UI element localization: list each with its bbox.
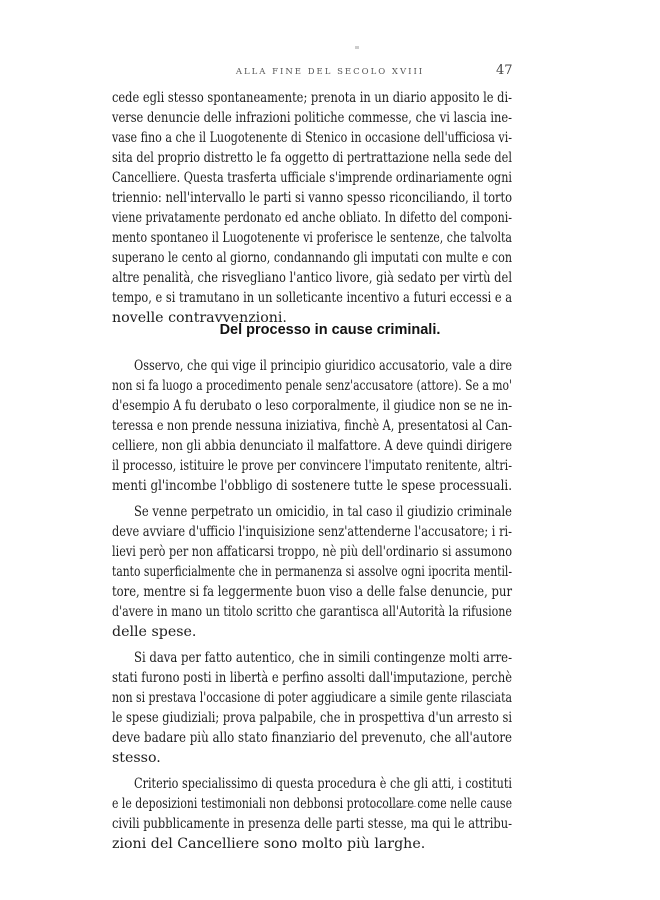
- page-number: 47: [496, 63, 513, 78]
- paragraph-5-line: civili pubblicamente in presenza delle parti stesse, ma qui le attribu-: [112, 816, 512, 832]
- paragraph-4-line: non si prestava l'occasione di poter aggiudicare a simile gente rilasciata: [112, 690, 512, 706]
- paragraph-1-line: novelle contravvenzioni.: [112, 310, 287, 326]
- paragraph-1-line: triennio: nell'intervallo le parti si vanno spesso riconciliando, il torto: [112, 190, 512, 206]
- paragraph-2-line: il processo, istituire le prove per convincere l'imputato renitente, altri-: [112, 458, 512, 474]
- paragraph-2-line: Osservo, che qui vige il principio giuridico accusatorio, vale a dire: [134, 358, 512, 374]
- paragraph-2-line: teressa e non prende nessuna iniziativa, finchè A, presentatosi al Can-: [112, 418, 512, 434]
- paragraph-1-line: sita del proprio distretto le fa oggetto di pertrattazione nella sede del: [112, 150, 512, 166]
- paragraph-4-line: le spese giudiziali; prova palpabile, che in prospettiva d'un arresto si: [112, 710, 512, 726]
- paragraph-1-line: vase fino a che il Luogotenente di Stenico in occasione dell'ufficiosa vi-: [112, 130, 512, 146]
- paragraph-4-line: deve badare più allo stato finanziario del prevenuto, che all'autore: [112, 730, 512, 746]
- paragraph-3-line: lievi però per non affaticarsi troppo, nè più dell'ordinario si assumono: [112, 544, 512, 560]
- paragraph-5-line: Criterio specialissimo di questa procedura è che gli atti, i costituti: [134, 776, 512, 792]
- paragraph-1-line: superano le cento al giorno, condannando gli imputati con multe e con: [112, 250, 512, 266]
- paragraph-1-line: viene privatamente perdonato ed anche obliato. In difetto del componi-: [112, 210, 512, 226]
- paragraph-2-line: d'esempio A fu derubato o leso corporalmente, il giudice non se ne in-: [112, 398, 512, 414]
- paragraph-2-line: non si fa luogo a procedimento penale senz'accusatore (attore). Se a mo': [112, 378, 512, 394]
- paragraph-1-line: Cancelliere. Questa trasferta ufficiale s'imprende ordinariamente ogni: [112, 170, 512, 186]
- paragraph-2-line: celliere, non gli abbia denunciato il malfattore. A deve quindi dirigere: [112, 438, 512, 454]
- running-title: ALLA FINE DEL SECOLO XVIII: [235, 67, 425, 77]
- paragraph-4-line: stesso.: [112, 750, 161, 766]
- paragraph-1-line: mento spontaneo il Luogotenente vi proferisce le sentenze, che talvolta: [112, 230, 512, 246]
- paragraph-3-line: deve avviare d'ufficio l'inquisizione senz'attenderne l'accusatore; i ri-: [112, 524, 512, 540]
- end-rule: [372, 806, 416, 807]
- paragraph-4-line: Si dava per fatto autentico, che in simili contingenze molti arre-: [134, 650, 512, 666]
- paragraph-1-line: cede egli stesso spontaneamente; prenota in un diario apposito le di-: [112, 90, 512, 106]
- section-heading: Del processo in cause criminali.: [219, 322, 441, 338]
- paragraph-1-line: tempo, e si tramutano in un solleticante incentivo a futuri eccessi e a: [112, 290, 512, 306]
- page-blemish: [355, 46, 359, 49]
- paragraph-3-line: tanto superficialmente che in permanenza si assolve ogni ipocrita mentil-: [112, 564, 512, 580]
- paragraph-3-line: Se venne perpetrato un omicidio, in tal caso il giudizio criminale: [134, 504, 512, 520]
- paragraph-3-line: d'avere in mano un titolo scritto che garantisca all'Autorità la rifusione: [112, 604, 512, 620]
- paragraph-3-line: delle spese.: [112, 624, 197, 640]
- paragraph-1-line: verse denuncie delle infrazioni politiche commesse, che vi lascia ine-: [112, 110, 512, 126]
- paragraph-5-line: zioni del Cancelliere sono molto più larghe.: [112, 836, 426, 852]
- paragraph-1-line: altre penalità, che risvegliano l'antico livore, già sedato per virtù del: [112, 270, 512, 286]
- paragraph-4-line: stati furono posti in libertà e perfino assolti dall'imputazione, perchè: [112, 670, 512, 686]
- paragraph-5-line: e le deposizioni testimoniali non debbonsi protocollare come nelle cause: [112, 796, 512, 812]
- paragraph-2-line: menti gl'incombe l'obbligo di sostenere tutte le spese processuali.: [112, 478, 512, 494]
- paragraph-3-line: tore, mentre si fa leggermente buon viso a delle false denuncie, pur: [112, 584, 512, 600]
